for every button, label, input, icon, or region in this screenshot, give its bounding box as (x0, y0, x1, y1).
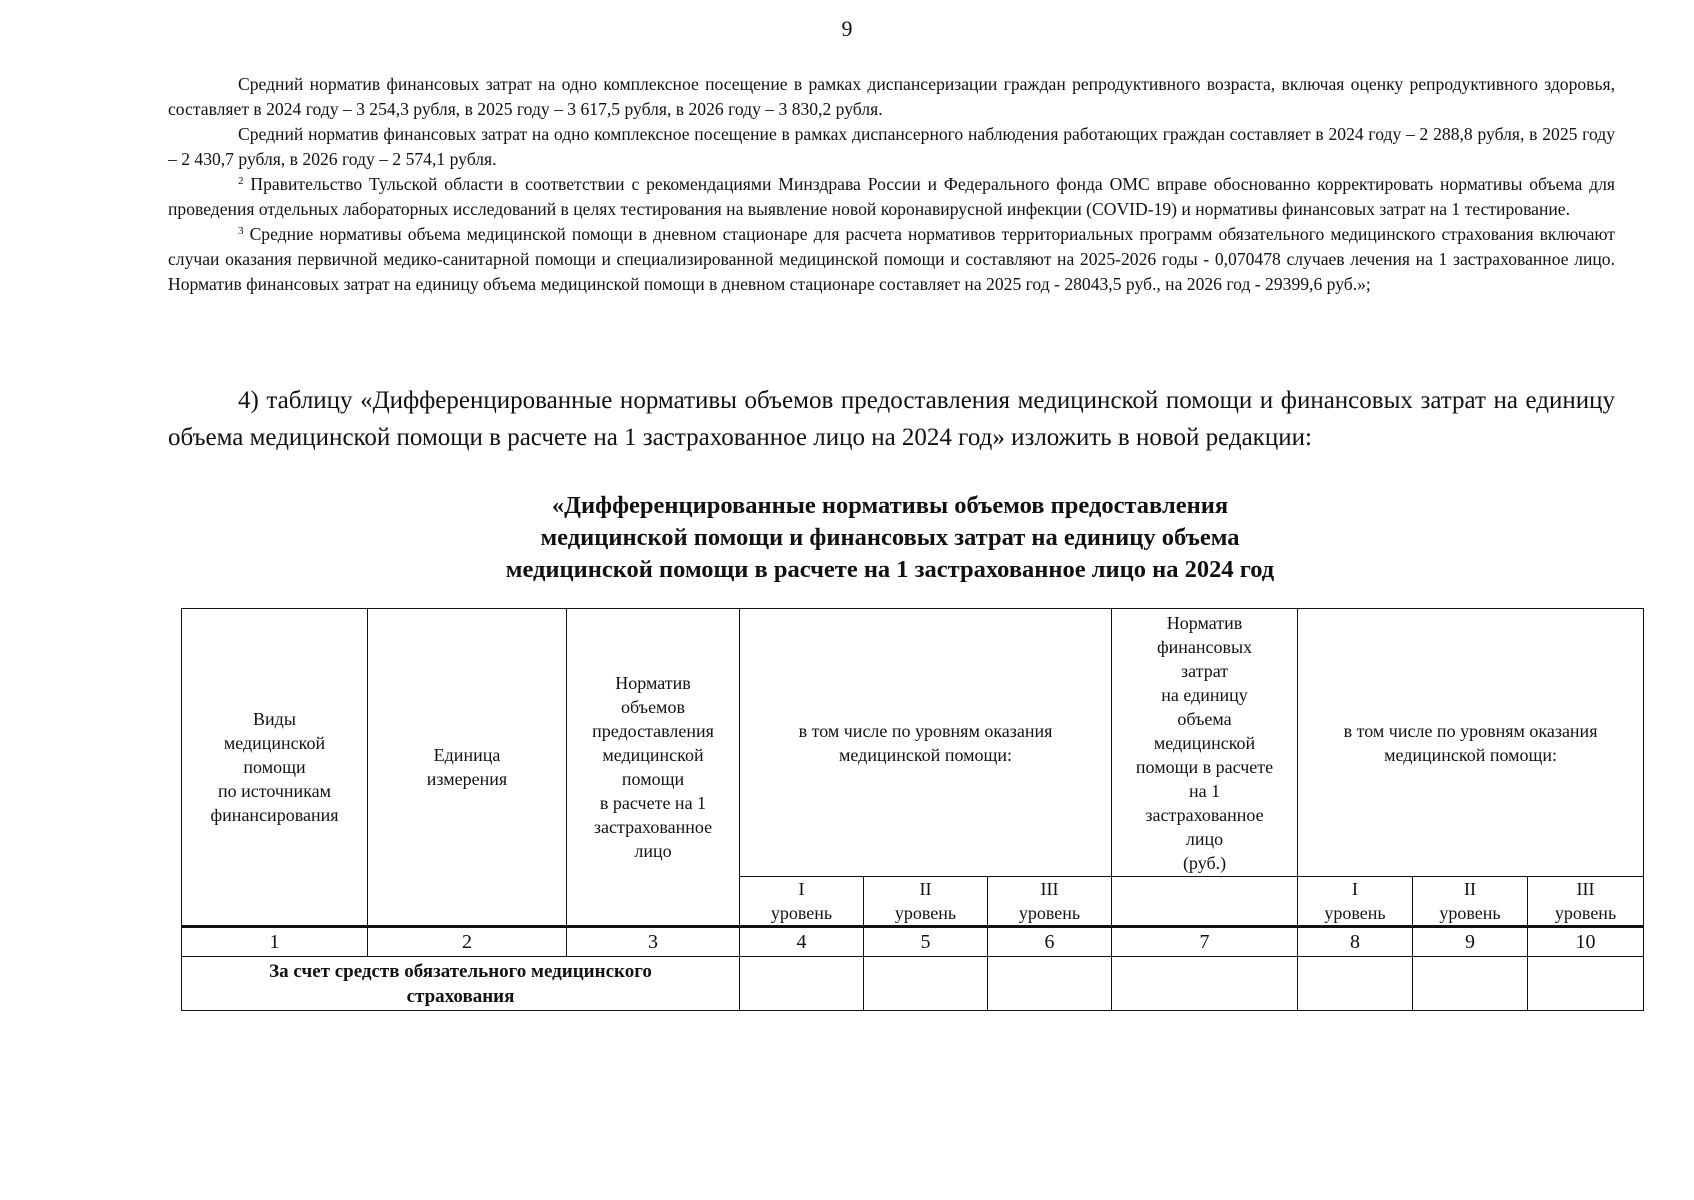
column-number: 1 (182, 927, 368, 957)
table-header-row (182, 609, 1644, 877)
table-title-line: «Дифференцированные нормативы объемов предоставления (551, 492, 1229, 519)
header-cost-levels-group: в том числе по уровням оказания медицинской помощи: (1298, 609, 1644, 877)
column-number: 6 (988, 927, 1112, 957)
header-unit: Единица измерения (368, 609, 567, 927)
section-label: За счет средств обязательного медицинского страхования (182, 957, 740, 1011)
header-volume-levels-group: в том числе по уровням оказания медицинской помощи: (740, 609, 1112, 877)
empty-cell (988, 957, 1112, 1011)
note-text: Средние нормативы объема медицинской помощи в дневном стационаре для расчета нормативов территориальных программ обязательного медицинского страхования включают случаи оказания первичной медико-санитарной помощи и специализированной медицинской помощи и составляют на 2025-2026 годы - 0,070478 случаев лечения на 1 застрахованное лицо. Норматив финансовых затрат на единицу объема медицинской помощи в дневном стационаре составляет на 2025 год - 28043,5 руб., на 2026 год - 29399,6 руб.»; (168, 224, 1615, 294)
page-number: 9 (841, 16, 853, 41)
table-title-line: медицинской помощи в расчете на 1 застрахованное лицо на 2024 год (505, 556, 1275, 583)
header-level-3: III уровень (1528, 877, 1644, 927)
header-medical-care-types: Виды медицинской помощи по источникам финансирования (182, 609, 368, 927)
header-cost-norm-empty (1112, 877, 1298, 927)
footnote-mark: 3 (238, 225, 244, 237)
table-title-line: медицинской помощи и финансовых затрат на единицу объема (540, 524, 1240, 551)
column-number: 10 (1528, 927, 1644, 957)
column-number: 4 (740, 927, 864, 957)
empty-cell (1413, 957, 1528, 1011)
note-paragraph: Средний норматив финансовых затрат на одно комплексное посещение в рамках диспансерного наблюдения работающих граждан составляет в 2024 году – 2 288,8 рубля, в 2025 году – 2 430,7 рубля, в 2026 году – 2 574,1 рубля. (168, 124, 1615, 169)
column-number: 7 (1112, 927, 1298, 957)
section-row-oms (182, 957, 1644, 1011)
empty-cell (864, 957, 988, 1011)
header-level-1: I уровень (1298, 877, 1413, 927)
header-volume-norm: Норматив объемов предоставления медицинской помощи в расчете на 1 застрахованное лицо (567, 609, 740, 927)
column-number: 9 (1413, 927, 1528, 957)
table-title (180, 490, 1600, 586)
header-level-1: I уровень (740, 877, 864, 927)
column-number: 2 (368, 927, 567, 957)
header-level-3: III уровень (988, 877, 1112, 927)
header-cost-norm: Норматив финансовых затрат на единицу объема медицинской помощи в расчете на 1 застрахованное лицо (руб.) (1112, 609, 1298, 877)
norms-table (181, 608, 1644, 1011)
column-numbers-row (182, 927, 1644, 957)
header-level-2: II уровень (864, 877, 988, 927)
empty-cell (1528, 957, 1644, 1011)
empty-cell (1112, 957, 1298, 1011)
note-paragraph (168, 172, 1615, 222)
note-text: Правительство Тульской области в соответствии с рекомендациями Минздрава России и Федерального фонда ОМС вправе обоснованно корректировать нормативы объема для проведения отдельных лабораторных исследований в целях тестирования на выявление новой коронавирусной инфекции (COVID-19) и нормативы финансовых затрат на 1 тестирование. (168, 174, 1615, 219)
column-number: 3 (567, 927, 740, 957)
footnote-mark: 2 (238, 175, 244, 187)
item-4-paragraph: 4) таблицу «Дифференцированные нормативы объемов предоставления медицинской помощи и финансовых затрат на единицу объема медицинской помощи в расчете на 1 застрахованное лицо на 2024 год» изложить в новой редакции: (168, 387, 1615, 451)
empty-cell (1298, 957, 1413, 1011)
empty-cell (740, 957, 864, 1011)
column-number: 5 (864, 927, 988, 957)
header-level-2: II уровень (1413, 877, 1528, 927)
note-paragraph: Средний норматив финансовых затрат на одно комплексное посещение в рамках диспансеризации граждан репродуктивного возраста, включая оценку репродуктивного здоровья, составляет в 2024 году – 3 254,3 рубля, в 2025 году – 3 617,5 рубля, в 2026 году – 3 830,2 рубля. (168, 74, 1615, 119)
note-paragraph (168, 222, 1615, 297)
column-number: 8 (1298, 927, 1413, 957)
footnotes-block (168, 72, 1615, 297)
